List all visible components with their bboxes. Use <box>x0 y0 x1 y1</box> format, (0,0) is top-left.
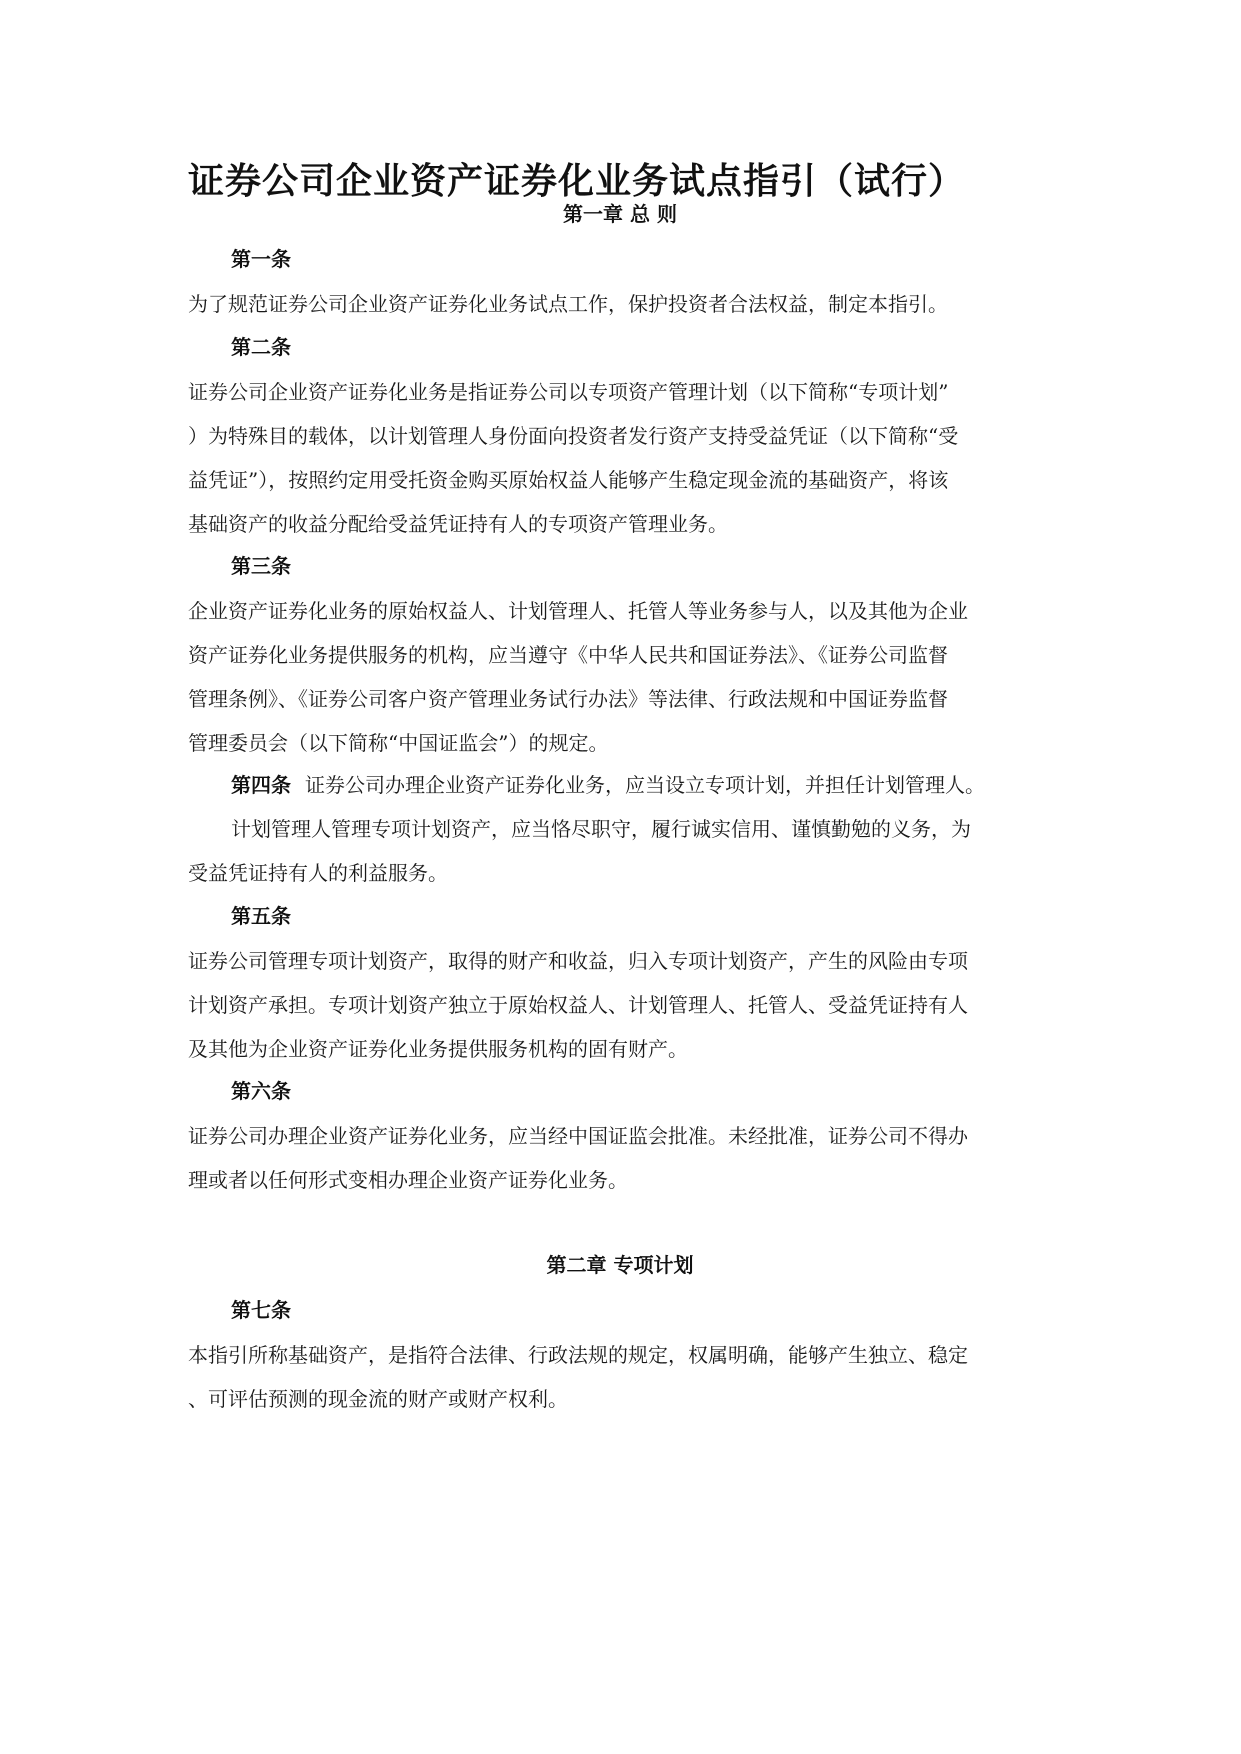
article-heading: 第三条 <box>231 554 291 578</box>
paragraph-line: 计划资产承担。专项计划资产独立于原始权益人、计划管理人、托管人、受益凭证持有人 <box>188 993 968 1017</box>
article-heading: 第一条 <box>231 247 291 271</box>
article-heading: 第六条 <box>231 1079 291 1103</box>
paragraph-line: 益凭证”），按照约定用受托资金购买原始权益人能够产生稳定现金流的基础资产，将该 <box>188 468 949 492</box>
document-title: 证券公司企业资产证券化业务试点指引（试行） <box>188 161 966 202</box>
paragraph-line: 管理委员会（以下简称“中国证监会”）的规定。 <box>188 731 609 755</box>
chapter-heading: 第一章 总 则 <box>563 202 677 226</box>
paragraph-line: 及其他为企业资产证券化业务提供服务机构的固有财产。 <box>188 1037 688 1061</box>
paragraph-line: 证券公司办理企业资产证券化业务，应当经中国证监会批准。未经批准，证券公司不得办 <box>188 1124 968 1148</box>
paragraph-line: 证券公司企业资产证券化业务是指证券公司以专项资产管理计划（以下简称“专项计划” <box>188 380 949 404</box>
paragraph-line: 受益凭证持有人的利益服务。 <box>188 861 448 885</box>
paragraph-line: 、可评估预测的现金流的财产或财产权利。 <box>188 1387 568 1411</box>
paragraph-line: 证券公司管理专项计划资产，取得的财产和收益，归入专项计划资产，产生的风险由专项 <box>188 949 968 973</box>
paragraph-text: 证券公司办理企业资产证券化业务，应当设立专项计划，并担任计划管理人。 <box>305 773 985 797</box>
article-heading: 第二条 <box>231 335 291 359</box>
article-heading: 第五条 <box>231 904 291 928</box>
paragraph-line: 理或者以任何形式变相办理企业资产证券化业务。 <box>188 1168 628 1192</box>
article-heading: 第四条 <box>231 773 291 797</box>
paragraph-line: ）为特殊目的载体，以计划管理人身份面向投资者发行资产支持受益凭证（以下简称“受 <box>188 424 959 448</box>
paragraph-line: 企业资产证券化业务的原始权益人、计划管理人、托管人等业务参与人，以及其他为企业 <box>188 599 968 623</box>
chapter-heading: 第二章 专项计划 <box>546 1253 694 1277</box>
paragraph-line: 计划管理人管理专项计划资产，应当恪尽职守，履行诚实信用、谨慎勤勉的义务，为 <box>231 817 971 841</box>
paragraph-line <box>231 770 985 800</box>
paragraph-line: 为了规范证券公司企业资产证券化业务试点工作，保护投资者合法权益，制定本指引。 <box>188 292 948 316</box>
article-heading: 第七条 <box>231 1298 291 1322</box>
paragraph-line: 基础资产的收益分配给受益凭证持有人的专项资产管理业务。 <box>188 512 728 536</box>
paragraph-line: 管理条例》、《证券公司客户资产管理业务试行办法》等法律、行政法规和中国证券监督 <box>188 687 948 711</box>
paragraph-line: 资产证券化业务提供服务的机构，应当遵守《中华人民共和国证券法》、《证券公司监督 <box>188 643 948 667</box>
paragraph-line: 本指引所称基础资产，是指符合法律、行政法规的规定，权属明确，能够产生独立、稳定 <box>188 1343 968 1367</box>
